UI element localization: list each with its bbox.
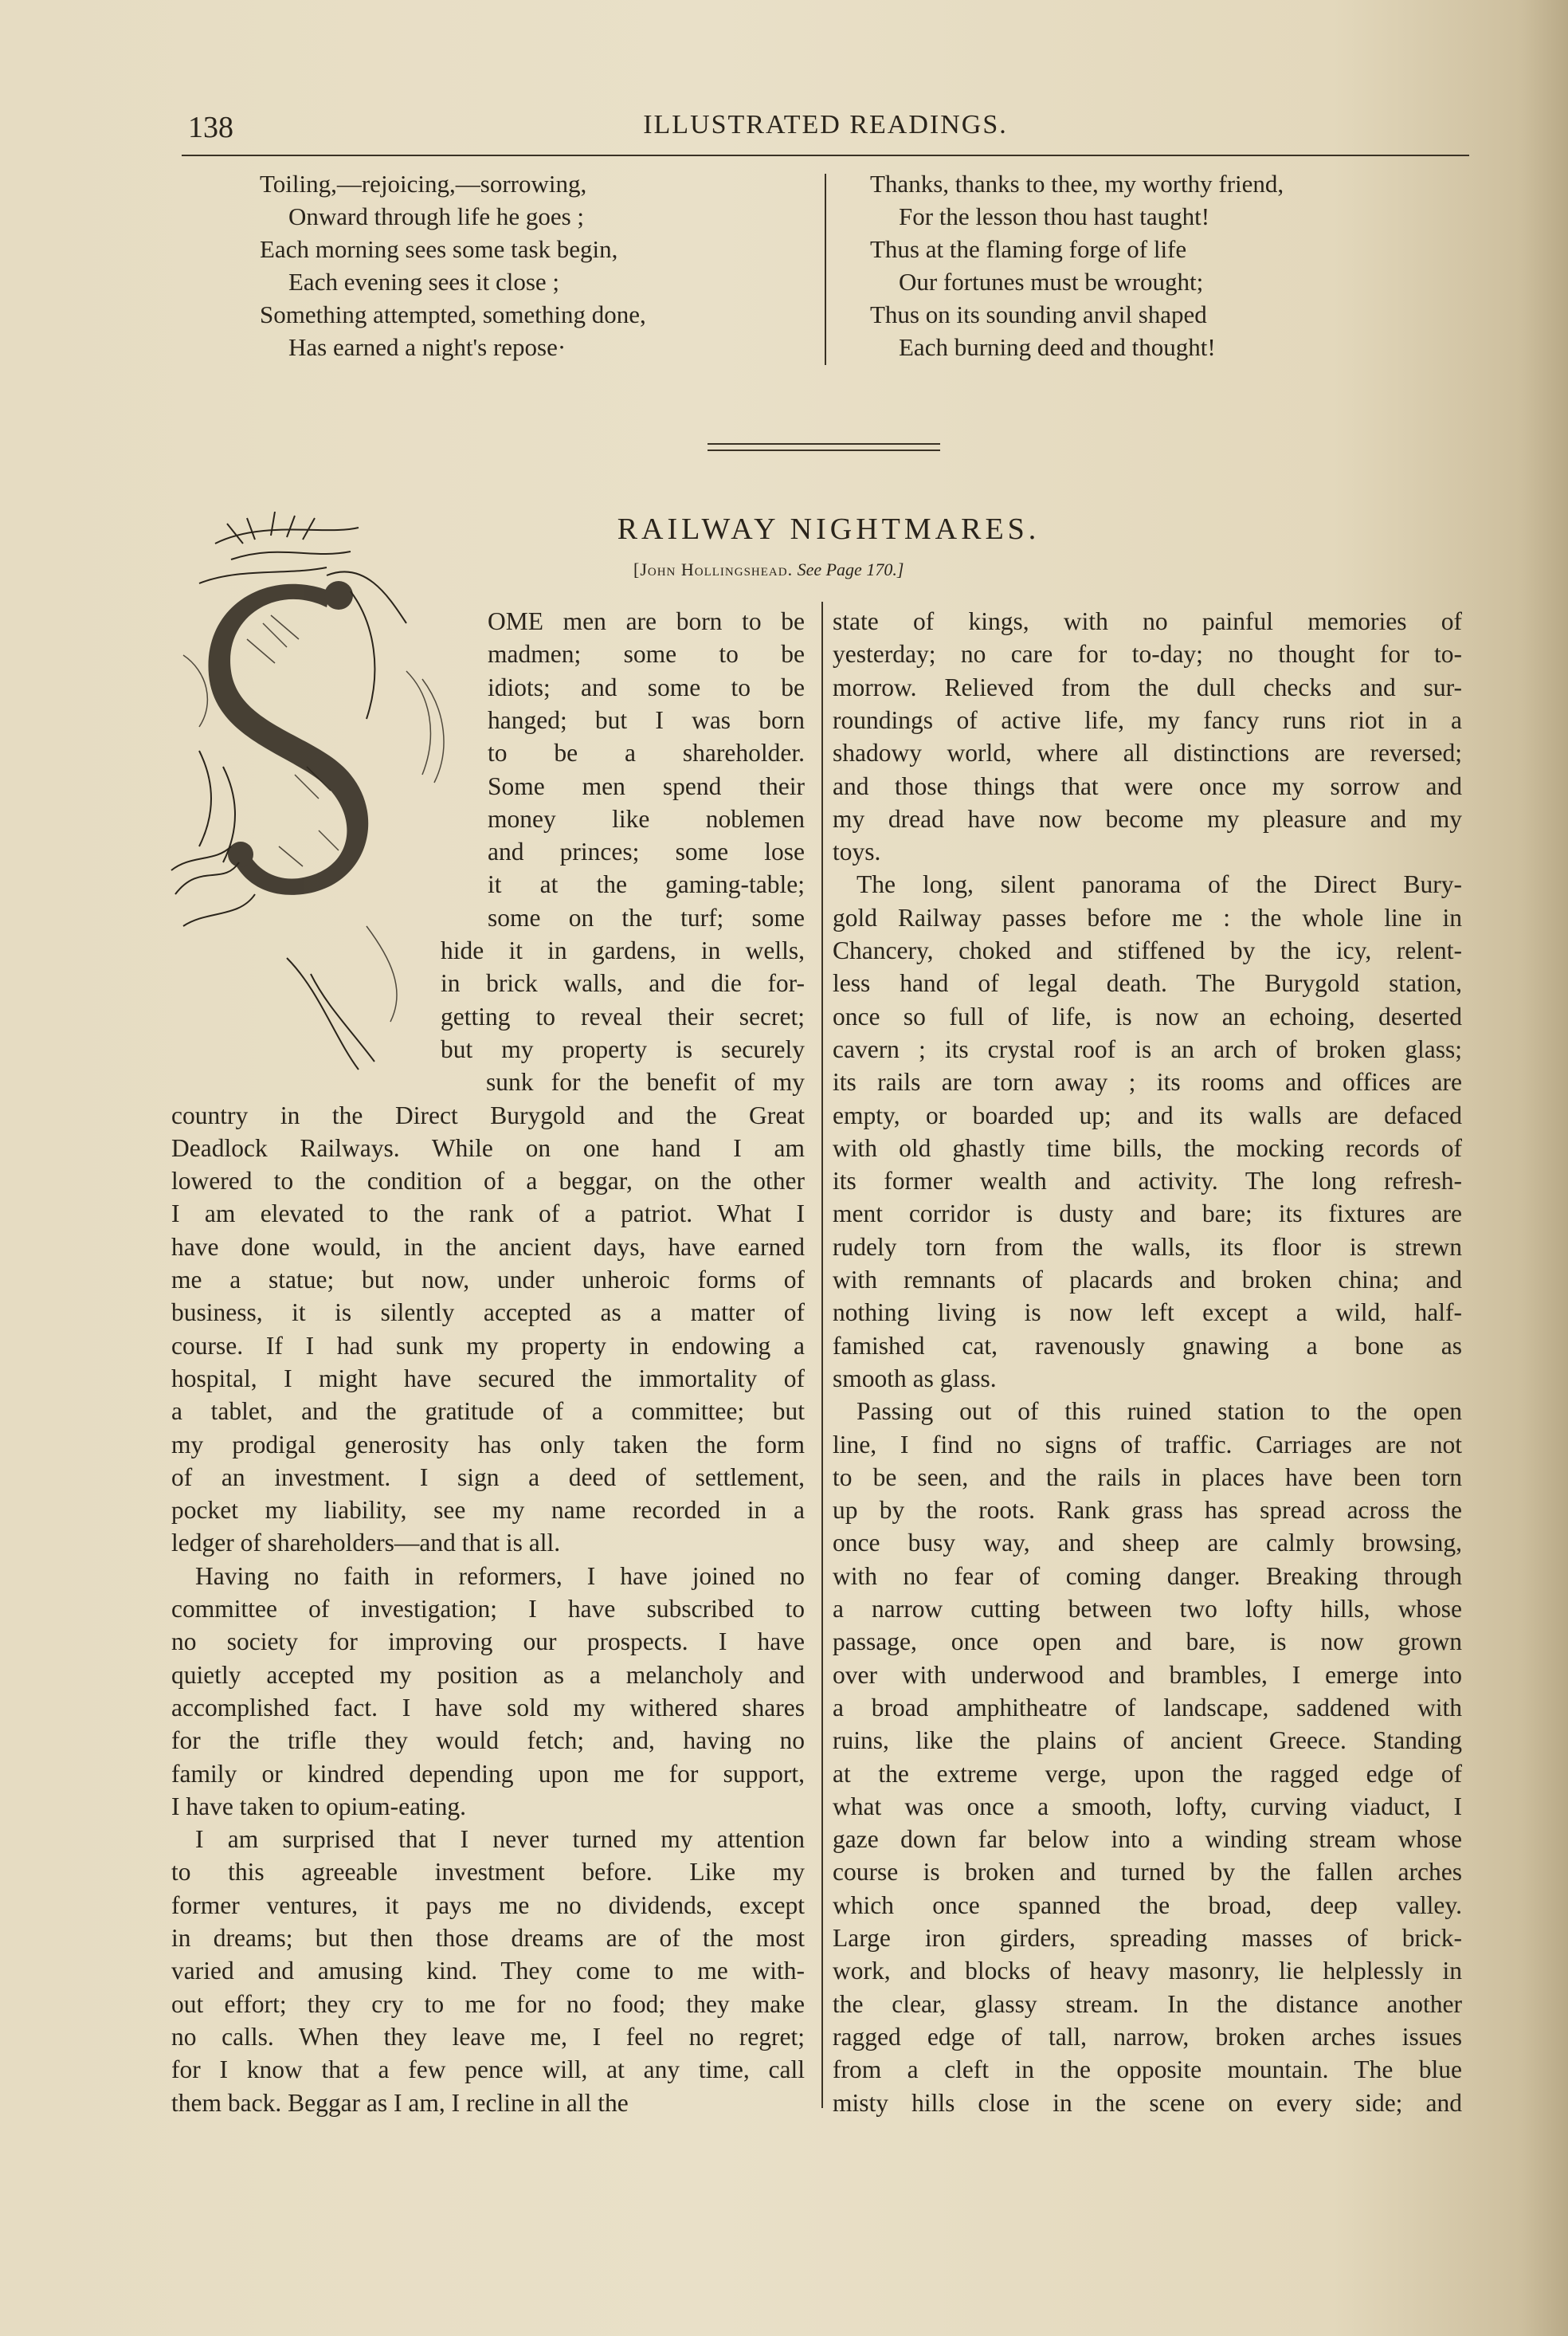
body-text-line: up by the roots. Rank grass has spread across the	[833, 1496, 1462, 1525]
body-text-line: what was once a smooth, lofty, curving viaduct, I	[833, 1792, 1462, 1820]
body-text-line: business, it is silently accepted as a matter of	[171, 1298, 805, 1327]
poem-line: Toiling,—rejoicing,—sorrowing,	[260, 170, 587, 198]
body-text-line: former ventures, it pays me no dividends, except	[171, 1890, 805, 1919]
body-text-line: the clear, glassy stream. In the distance another	[833, 1989, 1462, 2018]
body-text-line: hide it in gardens, in wells,	[441, 936, 805, 964]
body-text-line: I am elevated to the rank of a patriot. What I	[171, 1199, 805, 1228]
poem-line: Something attempted, something done,	[260, 300, 646, 328]
poem-line: Each burning deed and thought!	[899, 333, 1216, 361]
poem-left-stanza	[260, 167, 802, 363]
body-text-line: my prodigal generosity has only taken the form	[171, 1430, 805, 1459]
body-text-line: its rails are torn away ; its rooms and offices are	[833, 1068, 1462, 1097]
body-text-line: line, I find no signs of traffic. Carriages are not	[833, 1430, 1462, 1459]
section-separator-rule	[708, 450, 940, 451]
body-text-line: The long, silent panorama of the Direct Bury-	[857, 870, 1462, 899]
poem-line: Has earned a night's repose·	[288, 333, 566, 361]
body-text-line: for I know that a few pence will, at any time, call	[171, 2055, 805, 2084]
poem-line: For the lesson thou hast taught!	[899, 202, 1210, 230]
body-text-line: to be a shareholder.	[488, 739, 805, 768]
body-text-line: and princes; some lose	[488, 838, 805, 866]
poem-right-stanza	[870, 167, 1476, 363]
poem-line: Onward through life he goes ;	[288, 202, 585, 230]
column-divider	[821, 602, 823, 2108]
body-text-line: I am surprised that I never turned my attention	[195, 1825, 805, 1854]
body-text-line: some on the turf; some	[488, 903, 805, 932]
body-text-line: work, and blocks of heavy masonry, lie helplessly in	[833, 1957, 1462, 1985]
body-text-line: course. If I had sunk my property in endowing a	[171, 1331, 805, 1360]
body-text-line: I have taken to opium-eating.	[171, 1792, 467, 1820]
body-text-line: in brick walls, and die for-	[441, 969, 805, 998]
poem-line: Thus on its sounding anvil shaped	[870, 300, 1207, 328]
body-text-line: over with underwood and brambles, I emerge into	[833, 1660, 1462, 1689]
body-text-line: committee of investigation; I have subscribed to	[171, 1595, 805, 1623]
body-text-line: smooth as glass.	[833, 1364, 997, 1392]
body-text-line: Deadlock Railways. While on one hand I am	[171, 1133, 805, 1162]
running-title: ILLUSTRATED READINGS.	[643, 110, 1008, 139]
body-text-line: country in the Direct Burygold and the Great	[171, 1101, 805, 1129]
body-text-line: money like noblemen	[488, 804, 805, 833]
body-text-line: gold Railway passes before me : the whole line in	[833, 903, 1462, 932]
body-text-line: of an investment. I sign a deed of settlement,	[171, 1462, 805, 1491]
byline-author: [John Hollingshead.	[633, 559, 794, 579]
poem-line: Our fortunes must be wrought;	[899, 268, 1204, 296]
article-title: RAILWAY NIGHTMARES.	[617, 512, 1041, 546]
body-text-line: ragged edge of tall, narrow, broken arches issues	[833, 2022, 1462, 2051]
body-text-line: family or kindred depending upon me for support,	[171, 1759, 805, 1788]
body-text-line: course is broken and turned by the fallen arches	[833, 1858, 1462, 1886]
body-text-line: quietly accepted my position as a melancholy and	[171, 1660, 805, 1689]
body-text-line: from a cleft in the opposite mountain. The blue	[833, 2055, 1462, 2084]
body-text-line: and those things that were once my sorrow and	[833, 771, 1462, 800]
body-text-line: lowered to the condition of a beggar, on the other	[171, 1167, 805, 1195]
body-text-line: hanged; but I was born	[488, 705, 805, 734]
body-text-line: once so full of life, is now an echoing, deserted	[833, 1002, 1462, 1031]
body-text-line: Chancery, choked and stiffened by the icy, relent-	[833, 936, 1462, 964]
body-text-line: cavern ; its crystal roof is an arch of broken glass;	[833, 1035, 1462, 1063]
page-number: 138	[188, 111, 233, 144]
body-text-line: idiots; and some to be	[488, 673, 805, 701]
body-text-line: less hand of legal death. The Burygold station,	[833, 969, 1462, 998]
header-rule	[182, 155, 1469, 156]
body-text-line: rudely torn from the walls, its floor is strewn	[833, 1232, 1462, 1261]
body-text-line: accomplished fact. I have sold my withered shares	[171, 1693, 805, 1722]
body-text-line: have done would, in the ancient days, have earned	[171, 1232, 805, 1261]
body-text-line: my dread have now become my pleasure and my	[833, 804, 1462, 833]
body-text-line: for the trifle they would fetch; and, having no	[171, 1726, 805, 1755]
byline-page-reference: See Page 170.]	[797, 559, 904, 579]
body-text-line: to this agreeable investment before. Like my	[171, 1858, 805, 1886]
article-byline	[633, 559, 904, 580]
body-text-line: out effort; they cry to me for no food; they make	[171, 1989, 805, 2018]
body-text-line: a tablet, and the gratitude of a committee; but	[171, 1397, 805, 1426]
body-text-line: sunk for the benefit of my	[486, 1068, 805, 1097]
body-text-line: passage, once open and bare, is now grown	[833, 1627, 1462, 1656]
body-text-line: which once spanned the broad, deep valley.	[833, 1890, 1462, 1919]
body-text-line: pocket my liability, see my name recorded in a	[171, 1496, 805, 1525]
body-text-line: OME men are born to be	[488, 607, 805, 635]
poem-line: Thanks, thanks to thee, my worthy friend,	[870, 170, 1284, 198]
body-text-line: in dreams; but then those dreams are of the most	[171, 1924, 805, 1952]
body-text-line: to be seen, and the rails in places have been torn	[833, 1462, 1462, 1491]
body-text-line: its former wealth and activity. The long refresh-	[833, 1167, 1462, 1195]
body-text-line: me a statue; but now, under unheroic forms of	[171, 1266, 805, 1294]
body-text-line: empty, or boarded up; and its walls are defaced	[833, 1101, 1462, 1129]
body-text-line: but my property is securely	[441, 1035, 805, 1063]
body-text-line: ment corridor is dusty and bare; its fixtures are	[833, 1199, 1462, 1228]
body-text-line: toys.	[833, 838, 881, 866]
body-text-line: getting to reveal their secret;	[441, 1002, 805, 1031]
body-text-line: nothing living is now left except a wild, half-	[833, 1298, 1462, 1327]
body-text-line: state of kings, with no painful memories of	[833, 607, 1462, 635]
body-text-line: it at the gaming-table;	[488, 870, 805, 899]
body-text-line: them back. Beggar as I am, I recline in all the	[171, 2088, 629, 2117]
poem-line: Each morning sees some task begin,	[260, 235, 618, 263]
body-text-line: Having no faith in reformers, I have joined no	[195, 1561, 805, 1590]
body-text-line: with no fear of coming danger. Breaking through	[833, 1561, 1462, 1590]
section-separator-rule	[708, 443, 940, 445]
body-text-line: famished cat, ravenously gnawing a bone as	[833, 1331, 1462, 1360]
poem-line: Each evening sees it close ;	[288, 268, 560, 296]
body-text-line: Passing out of this ruined station to the open	[857, 1397, 1462, 1426]
body-text-line: shadowy world, where all distinctions are reversed;	[833, 739, 1462, 768]
body-text-line: with old ghastly time bills, the mocking records of	[833, 1133, 1462, 1162]
body-text-line: Large iron girders, spreading masses of brick-	[833, 1924, 1462, 1952]
body-text-line: ledger of shareholders—and that is all.	[171, 1529, 561, 1557]
body-text-line: at the extreme verge, upon the ragged edge of	[833, 1759, 1462, 1788]
body-text-line: misty hills close in the scene on every side; and	[833, 2088, 1462, 2117]
body-text-line: once busy way, and sheep are calmly browsing,	[833, 1529, 1462, 1557]
body-text-line: ruins, like the plains of ancient Greece. Standing	[833, 1726, 1462, 1755]
page-header	[182, 110, 1469, 147]
body-text-line: no calls. When they leave me, I feel no regret;	[171, 2022, 805, 2051]
body-text-line: madmen; some to be	[488, 640, 805, 669]
body-text-line: with remnants of placards and broken china; and	[833, 1266, 1462, 1294]
body-text-line: Some men spend their	[488, 771, 805, 800]
body-text-line: varied and amusing kind. They come to me with-	[171, 1957, 805, 1985]
poem-line: Thus at the flaming forge of life	[870, 235, 1187, 263]
body-text-line: hospital, I might have secured the immortality of	[171, 1364, 805, 1392]
body-text-line: yesterday; no care for to-day; no thought for to-	[833, 640, 1462, 669]
body-text-line: morrow. Relieved from the dull checks and sur-	[833, 673, 1462, 701]
body-text-line: gaze down far below into a winding stream whose	[833, 1825, 1462, 1854]
body-text-line: a narrow cutting between two lofty hills, whose	[833, 1595, 1462, 1623]
body-text-line: roundings of active life, my fancy runs riot in a	[833, 705, 1462, 734]
body-text-line: a broad amphitheatre of landscape, saddened with	[833, 1693, 1462, 1722]
body-text-line: no society for improving our prospects. I have	[171, 1627, 805, 1656]
poem-divider	[825, 174, 826, 365]
